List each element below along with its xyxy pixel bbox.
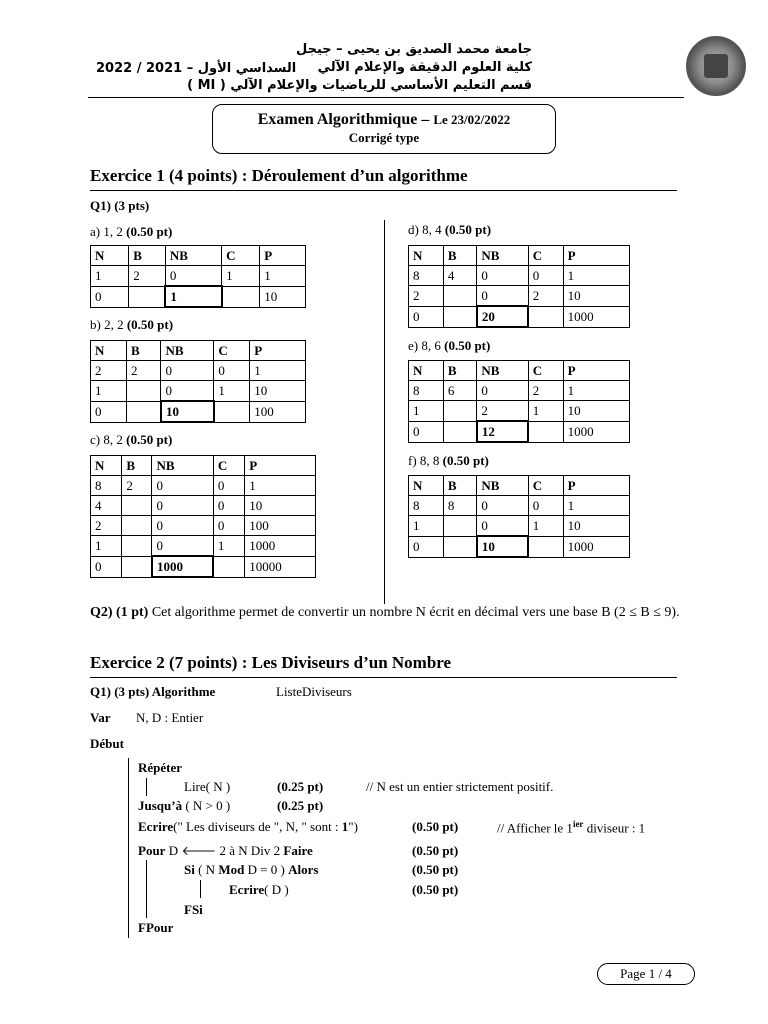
part-c-label: c) 8, 2 (0.50 pt) — [90, 432, 173, 447]
table-cell: N — [91, 341, 127, 361]
table-cell: 8 — [409, 496, 444, 516]
table-cell: 0 — [409, 306, 444, 327]
table-cell: 8 — [91, 476, 122, 496]
table-cell: 0 — [161, 361, 214, 381]
table-cell: 0 — [477, 516, 528, 537]
trace-table-d — [408, 245, 630, 328]
table-cell: 1 — [528, 401, 563, 422]
table-cell: 1 — [91, 536, 122, 557]
table-cell: 1 — [409, 516, 444, 537]
var-declaration: N, D : Entier — [136, 710, 204, 725]
table-row — [409, 401, 630, 422]
table-cell: 1000 — [563, 306, 629, 327]
table-cell: 2 — [528, 381, 563, 401]
exercise2-heading: Exercice 2 (7 points) : Les Diviseurs d’un Nombre — [90, 653, 452, 672]
table-cell: N — [409, 361, 444, 381]
table-cell: 2 — [528, 286, 563, 307]
table-row — [91, 266, 306, 287]
table-cell: B — [129, 246, 166, 266]
exam-title: Examen Algorithmique – Le 23/02/2022 — [257, 111, 511, 128]
table-cell: NB — [477, 246, 528, 266]
ecrire-d-statement: Ecrire( D ) — [229, 882, 289, 897]
faculty-name: كلية العلوم الدقيقة والإعلام الآلي — [317, 60, 532, 75]
table-cell: 1 — [91, 266, 129, 287]
table-cell: B — [443, 476, 477, 496]
table-row — [91, 556, 316, 577]
university-logo — [686, 36, 746, 96]
table-header-row — [409, 361, 630, 381]
table-cell: 2 — [91, 516, 122, 536]
table-cell: 0 — [528, 266, 563, 286]
part-b-label: b) 2, 2 (0.50 pt) — [90, 317, 174, 332]
table-header-row — [91, 341, 306, 361]
table-cell — [126, 401, 161, 422]
table-row — [409, 496, 630, 516]
table-cell: 1 — [563, 496, 629, 516]
table-cell: 1 — [563, 381, 629, 401]
table-cell — [528, 421, 563, 442]
table-cell: 0 — [91, 286, 129, 307]
table-cell: 10 — [260, 286, 306, 307]
table-cell: C — [222, 246, 260, 266]
table-cell: N — [91, 246, 129, 266]
exam-date: Le 23/02/2022 — [433, 112, 511, 127]
table-cell: P — [563, 476, 629, 496]
table-cell — [222, 286, 260, 307]
header-rule — [88, 97, 684, 98]
table-cell: C — [214, 341, 250, 361]
ex1-q2-paragraph — [90, 600, 680, 625]
table-cell: N — [409, 246, 444, 266]
table-cell: 2 — [126, 361, 161, 381]
table-cell: C — [213, 456, 244, 476]
ex1-q2-text: Cet algorithme permet de convertir un nombre N écrit en décimal vers une base B (2 ≤ B ≤ 9). — [151, 605, 680, 620]
table-cell — [213, 556, 244, 577]
table-cell: 0 — [152, 536, 213, 557]
table-cell: 2 — [91, 361, 127, 381]
table-row — [409, 381, 630, 401]
table-cell: 0 — [91, 556, 122, 577]
jusqua-statement: Jusqu’à ( N > 0 ) — [138, 798, 231, 813]
exam-title-box — [212, 104, 556, 154]
table-cell: C — [528, 361, 563, 381]
table-cell: 10 — [245, 496, 316, 516]
table-cell: 20 — [477, 306, 528, 327]
table-cell — [528, 306, 563, 327]
debut-keyword: Début — [90, 736, 124, 751]
table-row — [91, 516, 316, 536]
table-cell — [122, 496, 152, 516]
table-cell: 0 — [161, 381, 214, 402]
table-cell: 0 — [477, 286, 528, 307]
jusqua-points: (0.25 pt) — [277, 798, 324, 813]
table-cell: 1 — [563, 266, 629, 286]
table-cell: 1 — [250, 361, 306, 381]
debut-block-bar — [128, 758, 129, 938]
table-cell: NB — [477, 361, 528, 381]
table-cell: P — [250, 341, 306, 361]
table-cell: 10 — [250, 381, 306, 402]
table-cell: 4 — [91, 496, 122, 516]
table-cell: 100 — [250, 401, 306, 422]
table-row — [91, 401, 306, 422]
table-row — [409, 286, 630, 307]
table-cell: N — [91, 456, 122, 476]
table-cell — [528, 536, 563, 557]
table-cell: 1 — [260, 266, 306, 287]
exam-subtitle: Corrigé type — [348, 130, 420, 145]
table-cell: NB — [477, 476, 528, 496]
part-a-label: a) 1, 2 (0.50 pt) — [90, 224, 173, 239]
table-row — [91, 536, 316, 557]
table-cell: 10 — [563, 286, 629, 307]
table-cell: 1 — [409, 401, 444, 422]
table-cell: 2 — [129, 266, 166, 287]
lire-statement: Lire( N ) — [184, 779, 231, 794]
table-cell: P — [563, 246, 629, 266]
table-cell: NB — [161, 341, 214, 361]
page-number: Page 1 / 4 — [597, 963, 695, 985]
ex1-q2-label: Q2) (1 pt) — [90, 605, 149, 620]
table-cell: 0 — [152, 476, 213, 496]
column-divider — [384, 220, 385, 604]
table-cell — [122, 536, 152, 557]
table-cell: 8 — [443, 496, 477, 516]
lire-comment: // N est un entier strictement positif. — [366, 779, 554, 794]
ex2-q1-label: Q1) (3 pts) Algorithme — [90, 684, 216, 699]
table-cell — [443, 401, 477, 422]
table-cell: N — [409, 476, 444, 496]
part-d-label: d) 8, 4 (0.50 pt) — [408, 222, 492, 237]
table-cell: B — [443, 361, 477, 381]
table-cell: 2 — [409, 286, 444, 307]
table-cell: B — [122, 456, 152, 476]
table-row — [409, 536, 630, 557]
table-cell: B — [443, 246, 477, 266]
table-cell: 10000 — [245, 556, 316, 577]
table-cell: 0 — [91, 401, 127, 422]
table-cell — [214, 401, 250, 422]
repeter-block-bar — [146, 778, 147, 796]
table-cell: NB — [152, 456, 213, 476]
table-row — [91, 381, 306, 402]
table-row — [91, 361, 306, 381]
table-cell — [443, 421, 477, 442]
table-cell: 1 — [165, 286, 221, 307]
table-cell: 10 — [563, 516, 629, 537]
table-cell: 1000 — [245, 536, 316, 557]
table-cell: 1 — [245, 476, 316, 496]
table-cell: 4 — [443, 266, 477, 286]
table-header-row — [91, 456, 316, 476]
exercise1-rule — [90, 190, 677, 191]
table-cell: 1 — [528, 516, 563, 537]
table-cell: C — [528, 246, 563, 266]
exercise2-rule — [90, 677, 677, 678]
ex1-q1-label: Q1) (3 pts) — [90, 198, 150, 213]
university-name: جامعة محمد الصديق بن يحيى – جيجل — [295, 42, 532, 57]
si-points: (0.50 pt) — [412, 862, 459, 877]
trace-table-a — [90, 245, 306, 308]
table-header-row — [409, 476, 630, 496]
pour-block-bar — [146, 860, 147, 918]
trace-table-e — [408, 360, 630, 443]
table-cell — [443, 286, 477, 307]
repeter-keyword: Répéter — [138, 760, 183, 775]
ecrire-points: (0.50 pt) — [412, 819, 459, 834]
table-cell — [443, 536, 477, 557]
table-cell: C — [528, 476, 563, 496]
trace-table-c — [90, 455, 316, 578]
table-row — [91, 496, 316, 516]
table-row — [91, 476, 316, 496]
ecrire-d-points: (0.50 pt) — [412, 882, 459, 897]
table-cell: 0 — [214, 361, 250, 381]
algo-name: ListeDiviseurs — [276, 684, 352, 699]
table-header-row — [409, 246, 630, 266]
table-cell: 0 — [152, 516, 213, 536]
table-cell: 8 — [409, 381, 444, 401]
table-cell: 0 — [213, 476, 244, 496]
table-row — [91, 286, 306, 307]
table-row — [409, 306, 630, 327]
table-cell: 1 — [213, 536, 244, 557]
table-cell — [443, 516, 477, 537]
table-cell — [122, 516, 152, 536]
department-name: قسم التعليم الأساسي للرياضيات والإعلام الآلي ( MI ) — [187, 78, 532, 93]
table-cell: 0 — [409, 421, 444, 442]
ecrire-statement: Ecrire(" Les diviseurs de ", N, " sont : 1") — [138, 819, 358, 834]
table-cell: 1000 — [563, 536, 629, 557]
fpour-keyword: FPour — [138, 920, 174, 935]
fsi-keyword: FSi — [184, 902, 203, 917]
table-cell: NB — [165, 246, 221, 266]
table-cell: 1 — [91, 381, 127, 402]
part-f-label: f) 8, 8 (0.50 pt) — [408, 453, 489, 468]
table-cell: 0 — [213, 496, 244, 516]
table-cell: 100 — [245, 516, 316, 536]
table-cell: 6 — [443, 381, 477, 401]
part-e-label: e) 8, 6 (0.50 pt) — [408, 338, 491, 353]
table-cell: 0 — [165, 266, 221, 287]
table-cell: 2 — [122, 476, 152, 496]
table-cell: 0 — [409, 536, 444, 557]
exercise1-heading: Exercice 1 (4 points) : Déroulement d’un algorithme — [90, 166, 468, 185]
table-cell: 1000 — [152, 556, 213, 577]
table-row — [409, 266, 630, 286]
trace-table-f — [408, 475, 630, 558]
ecrire-comment: // Afficher le $1^{ier}$ diviseur : 1 — [497, 819, 646, 836]
trace-table-b — [90, 340, 306, 423]
table-cell: B — [126, 341, 161, 361]
si-block-bar — [200, 880, 201, 898]
table-cell: 10 — [161, 401, 214, 422]
pour-points: (0.50 pt) — [412, 843, 459, 858]
table-row — [409, 421, 630, 442]
table-cell: 0 — [528, 496, 563, 516]
table-cell: P — [245, 456, 316, 476]
lire-points: (0.25 pt) — [277, 779, 324, 794]
table-cell — [129, 286, 166, 307]
table-cell — [443, 306, 477, 327]
pour-statement: Pour D 🡐 2 à N Div 2 Faire — [138, 843, 313, 858]
table-cell: 10 — [563, 401, 629, 422]
table-cell — [122, 556, 152, 577]
table-cell: 0 — [477, 381, 528, 401]
si-statement: Si ( N Mod D = 0 ) Alors — [184, 862, 319, 877]
var-keyword: Var — [90, 710, 111, 725]
table-cell: 0 — [477, 496, 528, 516]
table-cell: 0 — [213, 516, 244, 536]
table-cell: P — [563, 361, 629, 381]
table-cell — [126, 381, 161, 402]
table-cell: 12 — [477, 421, 528, 442]
table-row — [409, 516, 630, 537]
table-cell: 1000 — [563, 421, 629, 442]
table-cell: P — [260, 246, 306, 266]
table-cell: 1 — [222, 266, 260, 287]
table-cell: 10 — [477, 536, 528, 557]
table-cell: 8 — [409, 266, 444, 286]
table-cell: 0 — [477, 266, 528, 286]
table-cell: 1 — [214, 381, 250, 402]
table-header-row — [91, 246, 306, 266]
semester-year: السداسي الأول – 2021 / 2022 — [96, 61, 297, 76]
table-cell: 0 — [152, 496, 213, 516]
table-cell: 2 — [477, 401, 528, 422]
